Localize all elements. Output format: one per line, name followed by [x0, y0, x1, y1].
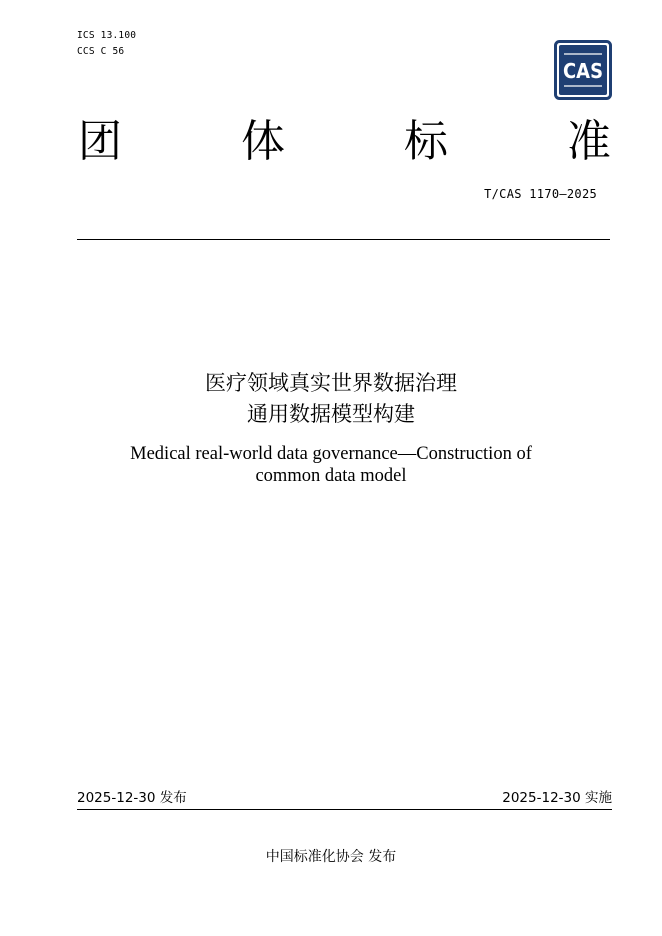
standard-type-char: 体: [241, 116, 285, 167]
issue-date: 2025-12-30 发布: [77, 790, 187, 806]
top-divider: [77, 239, 610, 240]
standard-number: T/CAS 1170—2025: [484, 187, 597, 201]
chinese-title-line-2: 通用数据模型构建: [247, 402, 415, 426]
ccs-code: CCS C 56: [77, 46, 125, 57]
implementation-date: 2025-12-30 实施: [502, 790, 612, 806]
english-title-line-1: Medical real-world data governance—Construction of: [130, 444, 532, 464]
standard-type-title: [78, 112, 611, 172]
standard-type-char: 标: [404, 116, 448, 167]
publisher: 中国标准化协会 发布: [265, 849, 397, 865]
bottom-divider: [77, 809, 612, 810]
english-title-line-2: common data model: [255, 466, 407, 486]
standard-type-char: 准: [567, 116, 611, 167]
chinese-title-line-1: 医疗领域真实世界数据治理: [205, 371, 457, 395]
ics-code: ICS 13.100: [77, 30, 137, 41]
logo-text: CAS: [563, 59, 603, 83]
standard-type-char: 团: [78, 116, 122, 167]
cas-logo: [554, 40, 612, 100]
